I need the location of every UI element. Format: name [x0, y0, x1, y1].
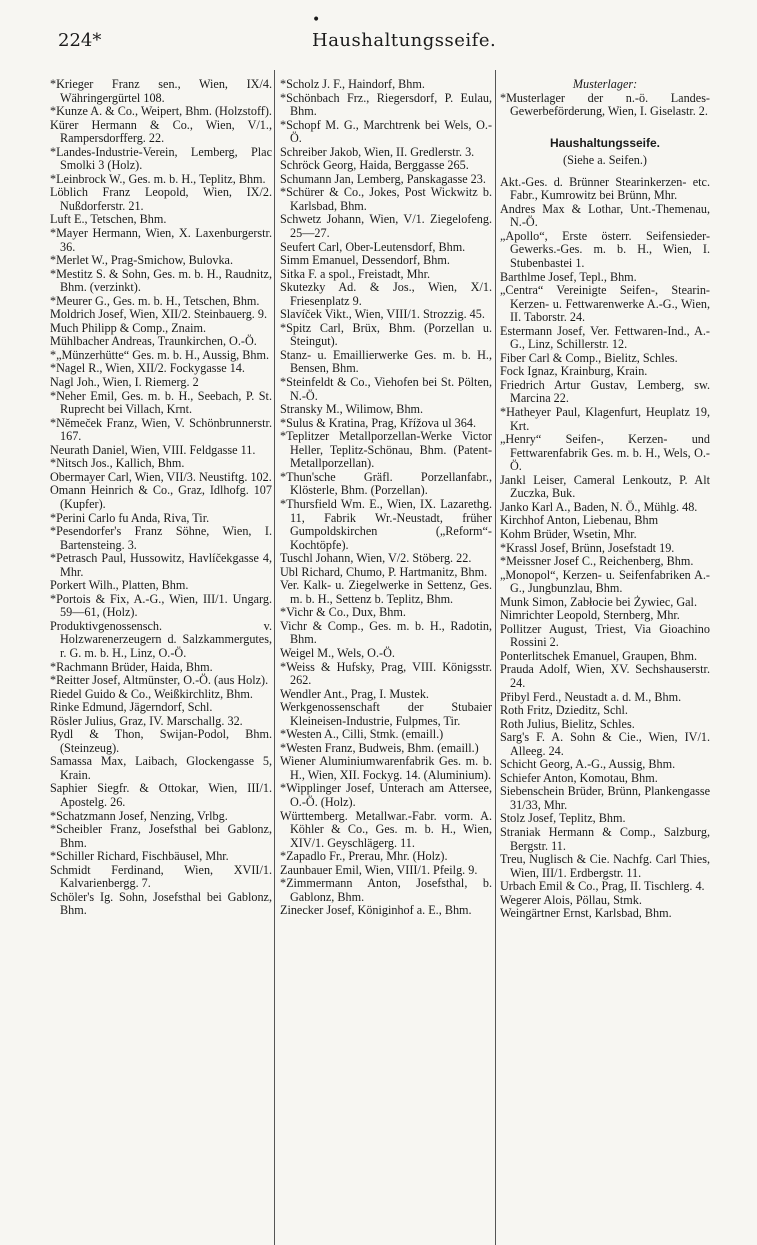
directory-entry: *Mestitz S. & Sohn, Ges. m. b. H., Raudnitz, Bhm. (verzinkt).: [50, 266, 272, 295]
directory-entry: „Henry“ Seifen-, Kerzen- und Fettwarenfabrik Ges. m. b. H., Wels, O.-Ö.: [500, 432, 710, 474]
column-divider: [274, 70, 275, 1245]
directory-entry: *Sulus & Kratina, Prag, Křížova ul 364.: [280, 415, 476, 430]
directory-entry: Weigel M., Wels, O.-Ö.: [280, 645, 395, 660]
directory-entry: *Westen Franz, Budweis, Bhm. (emaill.): [280, 740, 479, 755]
directory-entry: Samassa Max, Laibach, Glockengasse 5, Krain.: [50, 754, 272, 782]
directory-entry: Slavíček Vikt., Wien, VIII/1. Strozzig. 45.: [280, 307, 485, 322]
directory-entry: Akt.-Ges. d. Brünner Stearinkerzen- etc. Fabr., Kumrowitz bei Brünn, Mhr.: [500, 174, 710, 203]
directory-entry: *„Münzerhütte“ Ges. m. b. H., Aussig, Bhm.: [50, 347, 270, 362]
directory-entry: *Meurer G., Ges. m. b. H., Tetschen, Bhm.: [50, 293, 260, 308]
directory-entry: „Centra“ Vereinigte Seifen-, Stearin-Kerzen- u. Fettwarenwerke A.-G., Wien, II. Taborstr. 24.: [500, 283, 710, 325]
musterlager-heading: Musterlager:: [572, 77, 638, 91]
directory-entry: *Krassl Josef, Brünn, Josefstadt 19.: [500, 540, 675, 555]
column-divider: [495, 70, 496, 1245]
directory-entry: Obermayer Carl, Wien, VII/3. Neustiftg. 102.: [50, 469, 272, 484]
directory-entry: Ver. Kalk- u. Ziegelwerke in Settenz, Ges. m. b. H., Settenz b. Teplitz, Bhm.: [280, 578, 492, 606]
directory-entry: Schwetz Johann, Wien, V/1. Ziegelofeng. 25—27.: [280, 212, 492, 241]
section-heading: Haushaltungsseife.: [549, 135, 661, 150]
header-dot: •: [312, 12, 321, 28]
directory-entry: Schöler's Ig. Sohn, Josefsthal bei Gablonz, Bhm.: [50, 889, 272, 918]
page-title: Haushaltungsseife.: [312, 30, 497, 51]
directory-entry: *Schatzmann Josef, Nenzing, Vrlbg.: [50, 808, 228, 823]
directory-entry: „Apollo“, Erste österr. Seifensieder-Gewerks.-Ges. m. b. H., Wien, I. Stubenbastei 1.: [500, 228, 710, 271]
directory-entry: *Nitsch Jos., Kallich, Bhm.: [50, 456, 185, 471]
directory-entry: *Zapadlo Fr., Prerau, Mhr. (Holz).: [280, 849, 448, 864]
directory-entry: *Hatheyer Paul, Klagenfurt, Heuplatz 19, Krt.: [500, 405, 710, 433]
directory-entry: Schumann Jan, Lemberg, Panskagasse 23.: [280, 171, 486, 186]
directory-entry: Rydl & Thon, Swijan-Podol, Bhm. (Steinzeug).: [50, 727, 272, 755]
directory-entry: *Schiller Richard, Fischbäusel, Mhr.: [50, 849, 229, 864]
directory-entry: *Schürer & Co., Jokes, Post Wickwitz b. Karlsbad, Bhm.: [280, 185, 492, 213]
directory-entry: Simm Emanuel, Dessendorf, Bhm.: [280, 253, 450, 268]
directory-entry: *Leinbrock W., Ges. m. b. H., Teplitz, Bhm.: [50, 171, 266, 186]
directory-entry: Schreiber Jakob, Wien, II. Gredlerstr. 3.: [280, 144, 475, 159]
directory-entry: *Spitz Carl, Brüx, Bhm. (Porzellan u. Steingut).: [280, 320, 492, 349]
directory-entry: Ubl Richard, Chumo, P. Hartmanitz, Bhm.: [280, 564, 488, 579]
directory-entry: Schmidt Ferdinand, Wien, XVII/1. Kalvarienbergg. 7.: [50, 862, 272, 891]
directory-entry: Wendler Ant., Prag, I. Mustek.: [280, 686, 429, 701]
directory-entry: *Rachmann Brüder, Haida, Bhm.: [50, 659, 213, 674]
directory-entry: *Pesendorfer's Franz Söhne, Wien, I. Bartensteing. 3.: [50, 524, 272, 552]
page-header: [0, 0, 757, 70]
directory-entry: Kohm Brüder, Wsetin, Mhr.: [500, 526, 637, 541]
directory-entry: Moldrich Josef, Wien, XII/2. Steinbauerg. 9.: [50, 307, 268, 322]
directory-entry: Luft E., Tetschen, Bhm.: [50, 212, 167, 227]
directory-entry: Sitka F. a spol., Freistadt, Mhr.: [280, 266, 431, 281]
page-number: 224*: [58, 30, 102, 51]
directory-entry: Omann Heinrich & Co., Graz, Idlhofg. 107 (Kupfer).: [50, 483, 272, 511]
directory-entry: *Vichr & Co., Dux, Bhm.: [280, 605, 406, 620]
directory-entry: *Krieger Franz sen., Wien, IX/4. Währingergürtel 108.: [50, 77, 272, 105]
directory-entry: *Portois & Fix, A.-G., Wien, III/1. Ungarg. 59—61, (Holz).: [50, 591, 272, 620]
listing-column-2: [280, 78, 492, 918]
directory-entry: Janko Karl A., Baden, N. Ö., Mühlg. 48.: [500, 499, 698, 514]
directory-entry: Produktivgenossensch. v. Holzwarenerzeugern d. Salzkammergutes, r. G. m. b. H., Linz, O.-Ö.: [50, 618, 272, 660]
directory-entry: *Merlet W., Prag-Smichow, Bulovka.: [50, 253, 234, 268]
directory-entry: Andres Max & Lothar, Unt.-Themenau, N.-Ö.: [500, 201, 710, 230]
directory-entry: Saphier Siegfr. & Ottokar, Wien, III/1. Apostelg. 26.: [50, 781, 272, 809]
directory-entry: *Neher Emil, Ges. m. b. H., Seebach, P. St. Ruprecht bei Villach, Krnt.: [50, 388, 272, 417]
directory-entry: Riedel Guido & Co., Weißkirchlitz, Bhm.: [50, 686, 253, 701]
directory-entry: Ponterlitschek Emanuel, Graupen, Bhm.: [500, 648, 697, 663]
directory-entry: Nimrichter Leopold, Sternberg, Mhr.: [500, 608, 680, 623]
directory-entry: Prauda Adolf, Wien, XV. Sechshauserstr. 24.: [500, 662, 710, 690]
directory-entry: *Musterlager der n.-ö. Landes-Gewerbeförderung, Wien, I. Giselastr. 2.: [500, 90, 710, 119]
directory-entry: Löblich Franz Leopold, Wien, IX/2. Nußdorferstr. 21.: [50, 185, 272, 213]
directory-entry: Kürer Hermann & Co., Wien, V/1., Rampersdorfferg. 22.: [50, 117, 272, 146]
haushaltungsseife-list: [500, 176, 710, 921]
directory-entry: Estermann Josef, Ver. Fettwaren-Ind., A.-G., Linz, Schillerstr. 12.: [500, 323, 710, 352]
directory-entry: *Němeček Franz, Wien, V. Schönbrunnerstr. 167.: [50, 415, 272, 444]
directory-entry: Nagl Joh., Wien, I. Riemerg. 2: [50, 375, 199, 390]
directory-entry: Barthlme Josef, Tepl., Bhm.: [500, 269, 637, 284]
directory-entry: *Schönbach Frz., Riegersdorf, P. Eulau, Bhm.: [280, 90, 492, 119]
directory-entry: *Petrasch Paul, Hussowitz, Havlíčekgasse 4, Mhr.: [50, 551, 272, 579]
directory-entry: Neurath Daniel, Wien, VIII. Feldgasse 11.: [50, 442, 256, 457]
directory-entry: Stransky M., Wilimow, Bhm.: [280, 402, 424, 417]
directory-entry: *Meissner Josef C., Reichenberg, Bhm.: [500, 554, 694, 569]
directory-entry: Schröck Georg, Haida, Berggasse 265.: [280, 158, 469, 173]
directory-entry: *Perini Carlo fu Anda, Riva, Tir.: [50, 510, 210, 525]
directory-entry: *Scheibler Franz, Josefsthal bei Gablonz, Bhm.: [50, 822, 272, 850]
musterlager-list: [500, 92, 710, 119]
directory-entry: *Mayer Hermann, Wien, X. Laxenburgerstr. 36.: [50, 226, 272, 254]
directory-entry: Weingärtner Ernst, Karlsbad, Bhm.: [500, 906, 672, 921]
directory-entry: *Wipplinger Josef, Unterach am Attersee, O.-Ö. (Holz).: [280, 781, 492, 809]
directory-entry: Vichr & Comp., Ges. m. b. H., Radotin, Bhm.: [280, 618, 492, 647]
directory-entry: *Teplitzer Metallporzellan-Werke Victor Heller, Teplitz-Schönau, Bhm. (Patent-Metallporzellan).: [280, 429, 492, 471]
directory-entry: Werkgenossenschaft der Stubaier Kleineisen-Industrie, Fulpmes, Tir.: [280, 700, 492, 728]
directory-entry: Rinke Edmund, Jägerndorf, Schl.: [50, 700, 213, 715]
directory-entry: Kirchhof Anton, Liebenau, Bhm: [500, 513, 659, 528]
directory-entry: Fock Ignaz, Krainburg, Krain.: [500, 364, 648, 379]
section-subheading: (Siehe a. Seifen.): [563, 153, 647, 168]
directory-entry: Pollitzer August, Triest, Via Gioachino Rossini 2.: [500, 621, 710, 650]
directory-entry: *Scholz J. F., Haindorf, Bhm.: [280, 77, 425, 91]
directory-entry: Tuschl Johann, Wien, V/2. Stöberg. 22.: [280, 551, 472, 566]
directory-entry: Straniak Hermann & Comp., Salzburg, Bergstr. 11.: [500, 824, 710, 853]
directory-entry: Treu, Nuglisch & Cie. Nachfg. Carl Thies, Wien, III/1. Erdbergstr. 11.: [500, 852, 710, 880]
directory-entry: Friedrich Artur Gustav, Lemberg, sw. Marcina 22.: [500, 377, 710, 406]
directory-entry: *Westen A., Cilli, Stmk. (emaill.): [280, 727, 444, 742]
directory-entry: Fiber Carl & Comp., Bielitz, Schles.: [500, 350, 678, 365]
directory-entry: Přibyl Ferd., Neustadt a. d. M., Bhm.: [500, 689, 682, 704]
directory-entry: *Thursfield Wm. E., Wien, IX. Lazarethg. 11, Fabrik Wr.-Neustadt, früher Gumpoldskirchen („Reform“-Kochtöpfe).: [280, 496, 492, 552]
directory-entry: Roth Julius, Bielitz, Schles.: [500, 716, 635, 731]
directory-entry: *Schopf M. G., Marchtrenk bei Wels, O.-Ö.: [280, 117, 492, 146]
listing-column-1: [50, 78, 272, 918]
directory-entry: Rösler Julius, Graz, IV. Marschallg. 32.: [50, 713, 243, 728]
directory-entry: Schiefer Anton, Komotau, Bhm.: [500, 770, 658, 785]
directory-entry: Schicht Georg, A.-G., Aussig, Bhm.: [500, 757, 676, 772]
directory-entry: Porkert Wilh., Platten, Bhm.: [50, 578, 189, 593]
directory-entry: Roth Fritz, Dzieditz, Schl.: [500, 703, 628, 718]
directory-entry: Skutezky Ad. & Jos., Wien, X/1. Friesenplatz 9.: [280, 280, 492, 308]
directory-entry: Siebenschein Brüder, Brünn, Plankengasse 31/33, Mhr.: [500, 784, 710, 812]
directory-entry: *Nagel R., Wien, XII/2. Fockygasse 14.: [50, 361, 245, 376]
directory-entry: *Steinfeldt & Co., Viehofen bei St. Pölten, N.-Ö.: [280, 375, 492, 403]
directory-entry: Württemberg. Metallwar.-Fabr. vorm. A. Köhler & Co., Ges. m. b. H., Wien, XIV/1. Geyschlägerg. 11.: [280, 808, 492, 850]
directory-entry: Stolz Josef, Teplitz, Bhm.: [500, 811, 626, 826]
listing-column-3: [500, 78, 710, 921]
directory-entry: *Weiss & Hufsky, Prag, VIII. Königsstr. 262.: [280, 659, 492, 688]
directory-entry: Munk Simon, Zabłocie bei Żywiec, Gal.: [500, 594, 697, 609]
directory-entry: *Landes-Industrie-Verein, Lemberg, Plac Smolki 3 (Holz).: [50, 144, 272, 173]
directory-entry: Mühlbacher Andreas, Traunkirchen, O.-Ö.: [50, 334, 257, 349]
directory-entry: Much Philipp & Comp., Znaim.: [50, 320, 207, 335]
directory-entry: Zaunbauer Emil, Wien, VIII/1. Pfeilg. 9.: [280, 862, 478, 877]
directory-entry: *Thun'sche Gräfl. Porzellanfabr., Klösterle, Bhm. (Porzellan).: [280, 469, 492, 498]
directory-entry: Stanz- u. Emaillierwerke Ges. m. b. H., Bensen, Bhm.: [280, 347, 492, 376]
directory-entry: Wegerer Alois, Pöllau, Stmk.: [500, 892, 642, 907]
directory-entry: *Reitter Josef, Altmünster, O.-Ö. (aus Holz).: [50, 673, 269, 688]
directory-entry: Sarg's F. A. Sohn & Cie., Wien, IV/1. Alleeg. 24.: [500, 730, 710, 758]
directory-entry: Seufert Carl, Ober-Leutensdorf, Bhm.: [280, 239, 466, 254]
directory-entry: *Kunze A. & Co., Weipert, Bhm. (Holzstoff).: [50, 104, 272, 119]
directory-entry: Zinecker Josef, Königinhof a. E., Bhm.: [280, 903, 472, 918]
directory-entry: Urbach Emil & Co., Prag, II. Tischlerg. 4.: [500, 879, 705, 894]
directory-entry: Wiener Aluminiumwarenfabrik Ges. m. b. H., Wien, XII. Fockyg. 14. (Aluminium).: [280, 754, 492, 782]
directory-entry: „Monopol“, Kerzen- u. Seifenfabriken A.-G., Jungbunzlau, Bhm.: [500, 567, 710, 596]
directory-entry: *Zimmermann Anton, Josefsthal, b. Gablonz, Bhm.: [280, 876, 492, 904]
directory-entry: Jankl Leiser, Cameral Lenkoutz, P. Alt Zuczka, Buk.: [500, 472, 710, 501]
